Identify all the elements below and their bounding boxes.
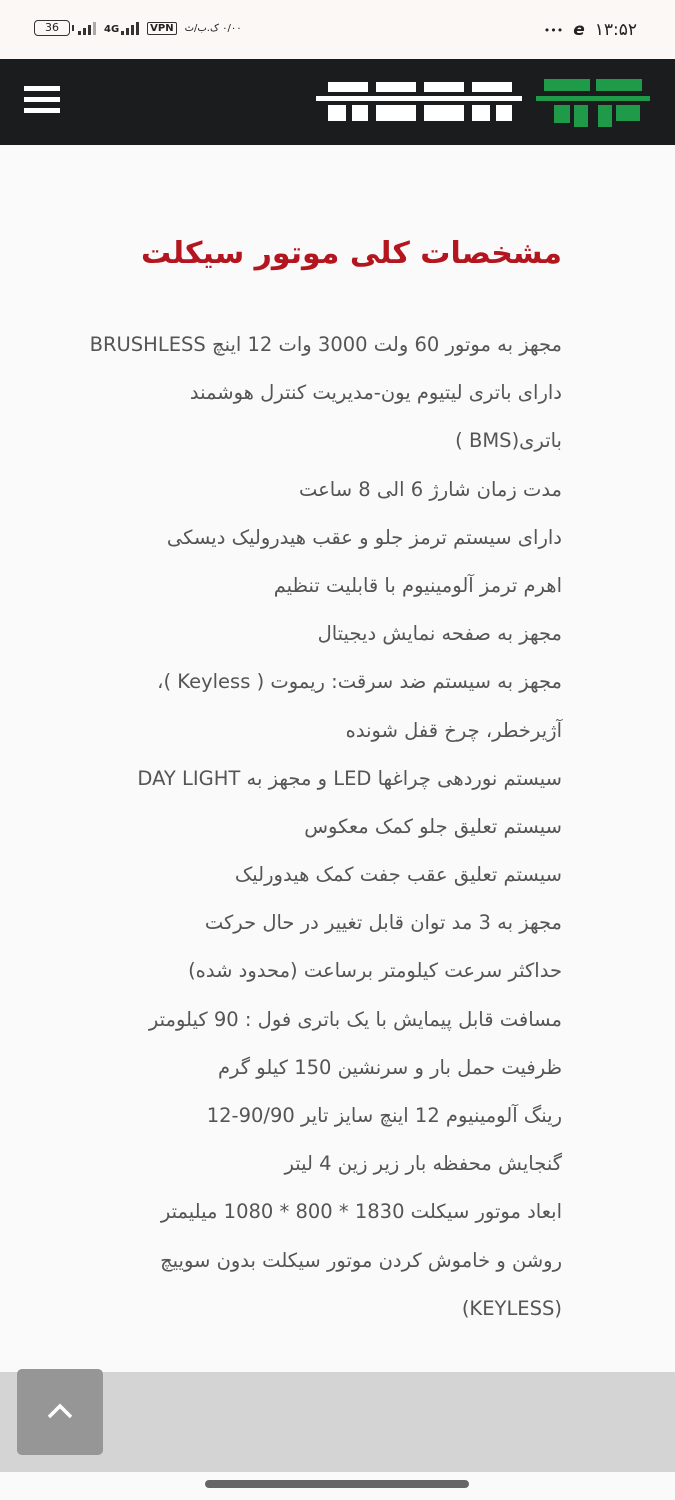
spec-line: روشن و خاموش کردن موتور سیکلت بدون سوییچ: [160, 1248, 562, 1272]
spec-line: سیستم تعلیق عقب جفت کمک هیدورلیک: [234, 863, 562, 887]
hamburger-menu-icon[interactable]: [24, 86, 60, 118]
site-logo[interactable]: [316, 77, 652, 127]
spec-line: ظرفیت حمل بار و سرنشین 150 کیلو گرم: [217, 1055, 562, 1079]
spec-line: سیستم تعلیق جلو کمک معکوس: [304, 814, 562, 838]
spec-line: مجهز به صفحه نمایش دیجیتال: [317, 622, 562, 646]
vpn-badge: VPN: [147, 22, 176, 35]
spec-line: دارای باتری لیتیوم یون-مدیریت کنترل هوشمند: [189, 381, 562, 405]
spec-line: ابعاد موتور سیکلت 1830 * 800 * 1080 میلیمتر: [160, 1200, 562, 1224]
chevron-up-icon: [45, 1399, 75, 1423]
spec-line: رینگ آلومینیوم 12 اینچ سایز تایر 90/90-12: [206, 1104, 562, 1127]
network-type: 4G: [104, 24, 120, 35]
spec-line: سیستم نوردهی چراغها LED و مجهز به DAY LIGHT: [137, 766, 562, 790]
spec-line: دارای سیستم ترمز جلو و عقب هیدرولیک دیسکی: [166, 525, 562, 549]
spec-line: (KEYLESS): [461, 1296, 562, 1320]
spec-line: مجهز به سیستم ضد سرقت: ریموت ( Keyless )،: [157, 670, 562, 694]
spec-line: اهرم ترمز آلومینیوم با قابلیت تنظیم: [273, 573, 562, 597]
spec-line: حداکثر سرعت کیلومتر برساعت (محدود شده): [188, 959, 562, 983]
battery-icon: 36: [34, 20, 70, 36]
status-bar: [0, 0, 675, 58]
home-gesture-bar[interactable]: [205, 1480, 469, 1488]
site-header: [0, 59, 675, 145]
signal-icon-2: [121, 21, 139, 35]
network-speed: ۰/۰۰ ک.ب/ث: [184, 22, 242, 34]
spec-line: مسافت قابل پیمایش با یک باتری فول : 90 کیلومتر: [148, 1007, 562, 1031]
signal-icon: [78, 21, 96, 35]
scroll-to-top-button[interactable]: [17, 1369, 103, 1455]
spec-line: مدت زمان شارژ 6 الی 8 ساعت: [299, 477, 562, 501]
app-notification-icon: e: [573, 20, 585, 40]
more-notifications-icon: •••: [543, 23, 564, 37]
clock: ۱۳:۵۲: [594, 20, 637, 40]
article-title: مشخصات کلی موتور سیکلت: [141, 236, 562, 271]
spec-line: مجهز به موتور 60 ولت 3000 وات 12 اینچ BRUSHLESS: [89, 333, 562, 356]
spec-line: مجهز به 3 مد توان قابل تغییر در حال حرکت: [204, 911, 562, 935]
spec-line: آژیرخطر، چرخ قفل شونده: [345, 718, 562, 742]
spec-line: گنجایش محفظه بار زیر زین 4 لیتر: [284, 1152, 562, 1176]
spec-list: [90, 321, 562, 1333]
spec-line: باتری(BMS ): [455, 429, 562, 453]
